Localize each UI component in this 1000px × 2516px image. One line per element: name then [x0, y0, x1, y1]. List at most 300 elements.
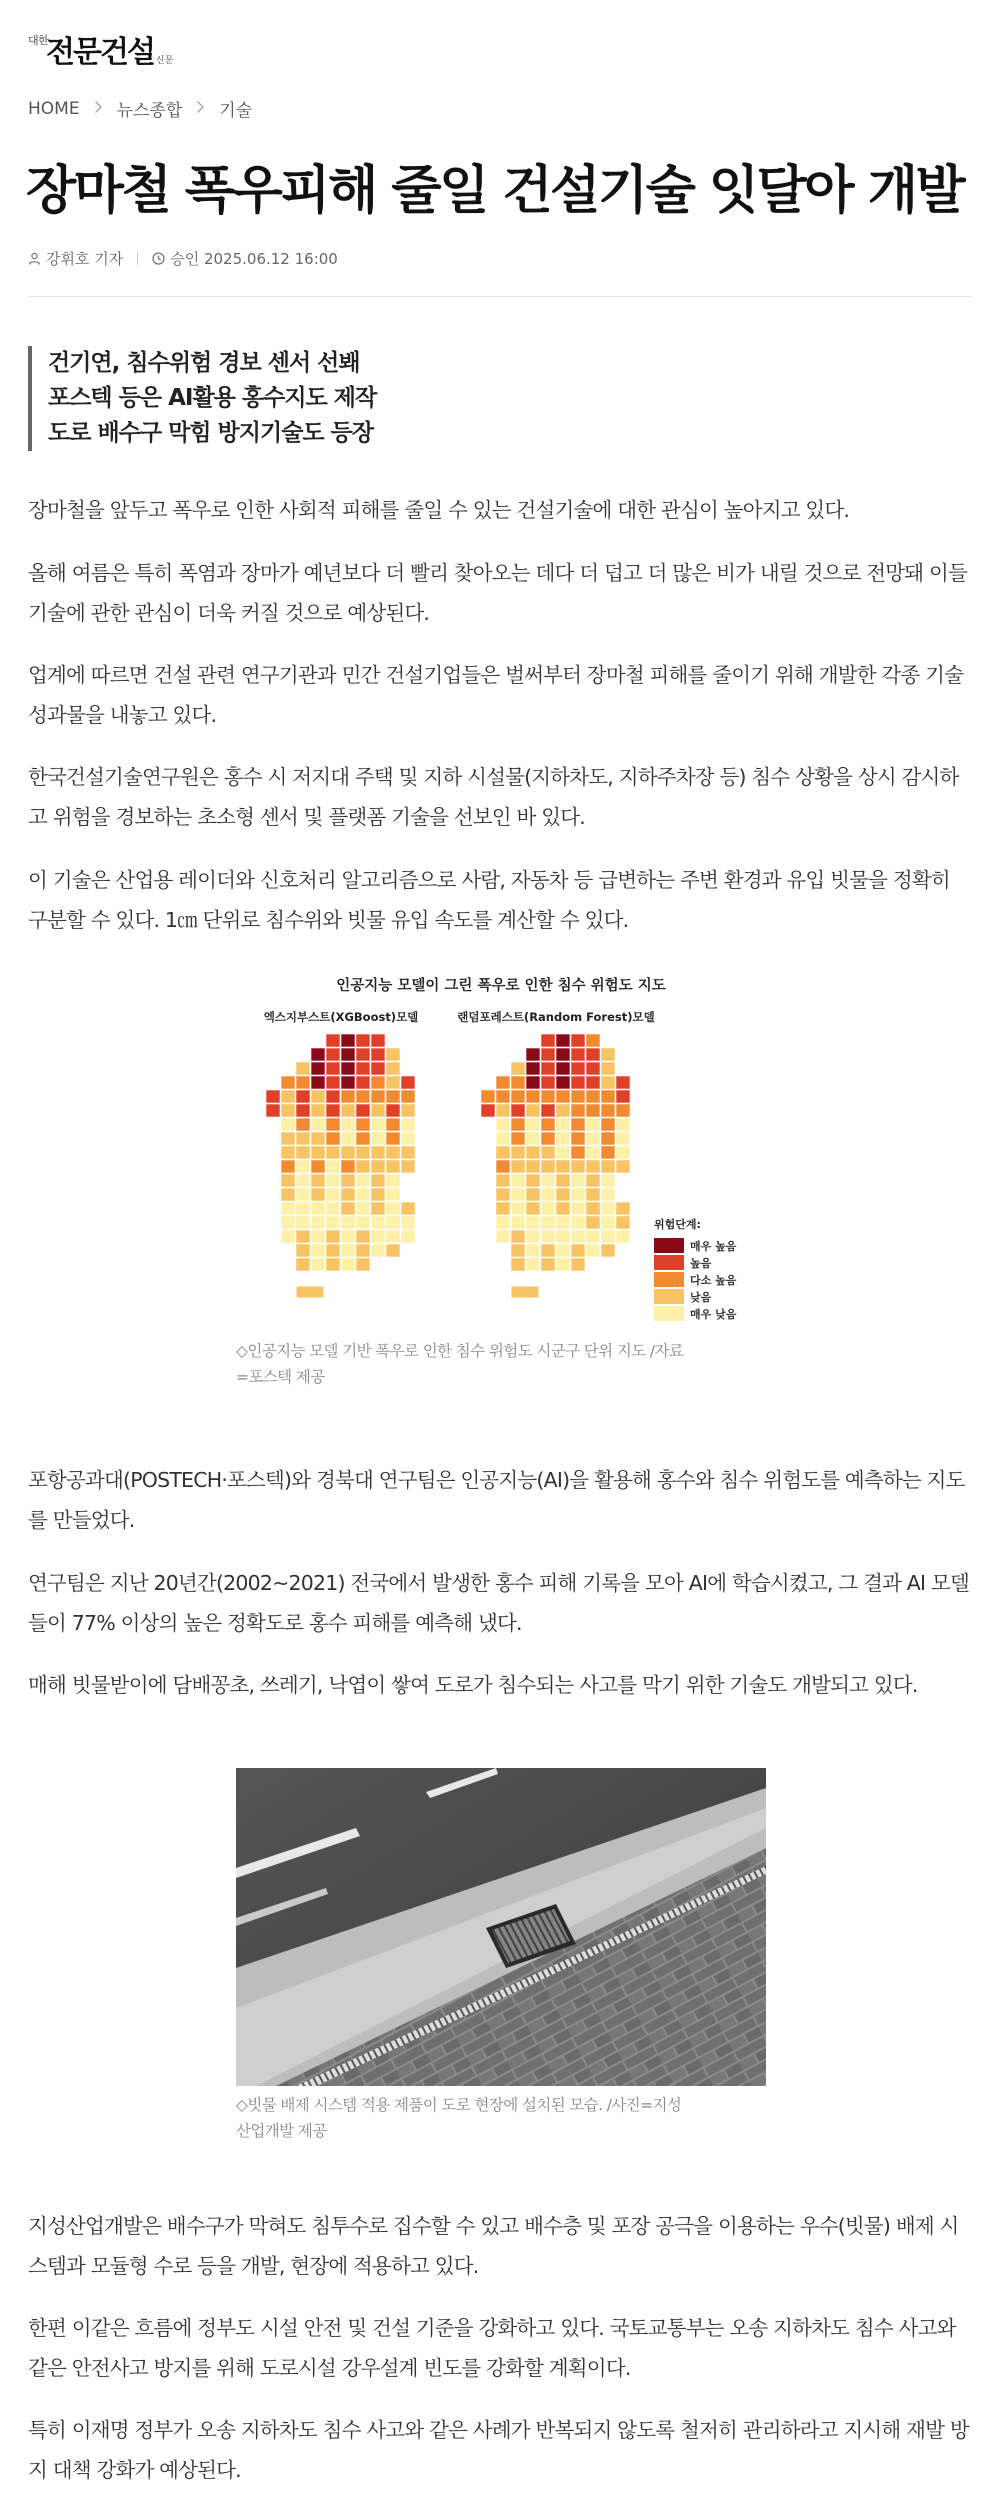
figure-caption — [236, 1338, 766, 1390]
chevron-right-icon — [196, 99, 205, 118]
map-tile — [341, 1258, 355, 1271]
map-tile — [616, 1076, 630, 1089]
map-tile — [371, 1202, 385, 1215]
author-info — [28, 248, 123, 269]
breadcrumb-home-link[interactable]: HOME — [28, 98, 80, 119]
map-tile — [371, 1118, 385, 1131]
map-tile — [511, 1188, 525, 1201]
map-tile — [326, 1230, 340, 1243]
map-tile — [496, 1160, 510, 1173]
map-tile — [326, 1062, 340, 1075]
map-tile — [616, 1160, 630, 1173]
map-tile — [526, 1258, 540, 1271]
map-tile — [341, 1174, 355, 1187]
map-tile — [386, 1076, 400, 1089]
map-tile — [541, 1216, 555, 1229]
map-tile — [296, 1146, 310, 1159]
map-tile — [556, 1216, 570, 1229]
xgboost-map — [266, 1034, 415, 1298]
map-tile — [571, 1230, 585, 1243]
map-tile — [556, 1034, 570, 1047]
map-tile — [371, 1146, 385, 1159]
map-tile — [386, 1244, 400, 1257]
map-tile — [281, 1160, 295, 1173]
map-tile — [371, 1244, 385, 1257]
flood-risk-map-figure — [236, 966, 766, 1390]
map-tile — [511, 1090, 525, 1103]
map-tile — [571, 1244, 585, 1257]
map-tile — [511, 1062, 525, 1075]
map-tile — [586, 1230, 600, 1243]
map-tile — [341, 1216, 355, 1229]
map-tile — [311, 1216, 325, 1229]
map-tile — [401, 1076, 415, 1089]
article-paragraph: 지성산업개발은 배수구가 막혀도 침투수로 집수할 수 있고 배수층 및 포장 공극을 이용하는 우수(빗물) 배제 시스템과 모듈형 수로 등을 개발, 현장에 적용하고 있다. — [28, 2214, 959, 2278]
person-icon — [28, 252, 41, 265]
map-tile — [341, 1104, 355, 1117]
caption-line: ◇인공지능 모델 기반 폭우로 인한 침수 위험도 시군구 단위 지도 /자료 — [236, 1342, 684, 1360]
map-tile — [296, 1244, 310, 1257]
breadcrumb-category-link[interactable]: 기술 — [219, 101, 253, 121]
map-tile — [386, 1090, 400, 1103]
map-tile — [281, 1146, 295, 1159]
map-tile — [586, 1202, 600, 1215]
map-tile — [356, 1174, 370, 1187]
map-tile — [571, 1062, 585, 1075]
map-tile — [386, 1062, 400, 1075]
map-tile — [386, 1216, 400, 1229]
map-tile — [296, 1230, 310, 1243]
map-tile — [341, 1132, 355, 1145]
map-tile — [541, 1146, 555, 1159]
legend-label: 낮음 — [690, 1291, 712, 1304]
map-tile — [496, 1146, 510, 1159]
article-paragraph: 연구팀은 지난 20년간(2002~2021) 전국에서 발생한 홍수 피해 기록을 모아 AI에 학습시켰고, 그 결과 AI 모델들이 77% 이상의 높은 정확도로 홍수 피해를 예측해 냈다. — [28, 1571, 969, 1635]
map-tile — [616, 1132, 630, 1145]
map-tile — [511, 1230, 525, 1243]
map-tile — [311, 1258, 325, 1271]
map-tile — [401, 1216, 415, 1229]
map-tile — [311, 1076, 325, 1089]
map-tile — [586, 1188, 600, 1201]
map-tile — [601, 1076, 615, 1089]
map-tile — [526, 1160, 540, 1173]
map-tile — [356, 1258, 370, 1271]
map-tile — [601, 1146, 615, 1159]
map-tile — [586, 1216, 600, 1229]
map-tile — [601, 1118, 615, 1131]
map-tile — [496, 1132, 510, 1145]
map-tile — [526, 1062, 540, 1075]
map-tile — [386, 1202, 400, 1215]
map-tile — [541, 1160, 555, 1173]
map-title: 인공지능 모델이 그린 폭우로 인한 침수 위험도 지도 — [336, 978, 666, 994]
map-tile — [556, 1230, 570, 1243]
map-tile — [571, 1258, 585, 1271]
legend-label: 매우 낮음 — [690, 1308, 737, 1321]
map-tile — [401, 1090, 415, 1103]
map-tile — [616, 1104, 630, 1117]
map-tile — [341, 1160, 355, 1173]
breadcrumb-section-link[interactable]: 뉴스종합 — [116, 101, 183, 121]
map-tile — [326, 1188, 340, 1201]
map-tile — [311, 1062, 325, 1075]
legend-title: 위험단계: — [654, 1218, 701, 1231]
map-tile — [541, 1188, 555, 1201]
map-tile — [496, 1174, 510, 1187]
map-tile — [541, 1034, 555, 1047]
map-tile — [326, 1104, 340, 1117]
map-tile — [326, 1118, 340, 1131]
legend-swatch — [654, 1289, 684, 1304]
map-tile — [296, 1104, 310, 1117]
map-tile — [371, 1216, 385, 1229]
map-tile — [311, 1202, 325, 1215]
article-paragraph: 포항공과대(POSTECH·포스텍)와 경북대 연구팀은 인공지능(AI)을 활용해 홍수와 침수 위험도를 예측하는 지도를 만들었다. — [28, 1468, 965, 1532]
author-name[interactable]: 강휘호 기자 — [46, 250, 124, 268]
map-tile — [296, 1160, 310, 1173]
map-tile — [511, 1146, 525, 1159]
article-meta — [28, 248, 338, 269]
map-tile — [281, 1216, 295, 1229]
map-tile — [526, 1216, 540, 1229]
map-tile — [326, 1258, 340, 1271]
map-tile — [371, 1048, 385, 1061]
map-left-label: 엑스지부스트(XGBoost)모델 — [263, 1010, 419, 1024]
map-tile — [586, 1160, 600, 1173]
map-tile — [511, 1118, 525, 1131]
map-tile — [496, 1202, 510, 1215]
map-tile — [356, 1076, 370, 1089]
map-tile — [311, 1160, 325, 1173]
map-tile — [356, 1104, 370, 1117]
map-tile — [526, 1174, 540, 1187]
map-tile — [326, 1160, 340, 1173]
summary-line: 포스텍 등은 AI활용 홍수지도 제작 — [48, 385, 377, 411]
map-tile — [556, 1146, 570, 1159]
map-tile — [586, 1090, 600, 1103]
map-tile — [371, 1090, 385, 1103]
map-tile — [511, 1076, 525, 1089]
map-tile — [571, 1104, 585, 1117]
map-tile — [541, 1062, 555, 1075]
map-tile — [496, 1216, 510, 1229]
map-tile — [571, 1090, 585, 1103]
chevron-right-icon — [94, 99, 103, 118]
map-tile — [526, 1090, 540, 1103]
map-tile — [511, 1202, 525, 1215]
map-tile — [556, 1258, 570, 1271]
caption-line: ◇빗물 배제 시스템 적용 제품이 도로 현장에 설치된 모습. /사진=지성 — [236, 2096, 682, 2114]
map-tile — [541, 1090, 555, 1103]
map-tile — [511, 1160, 525, 1173]
map-tile — [356, 1216, 370, 1229]
map-tile — [556, 1090, 570, 1103]
map-tile — [541, 1048, 555, 1061]
map-tile — [371, 1160, 385, 1173]
map-tile — [341, 1244, 355, 1257]
map-tile — [601, 1244, 615, 1257]
map-tile — [356, 1160, 370, 1173]
map-tile — [586, 1118, 600, 1131]
legend-label: 다소 높음 — [690, 1274, 737, 1287]
header-divider — [28, 296, 972, 297]
map-tile — [556, 1132, 570, 1145]
article-paragraph: 장마철을 앞두고 폭우로 인한 사회적 피해를 줄일 수 있는 건설기술에 대한 관심이 높아지고 있다. — [28, 498, 850, 522]
map-tile — [541, 1230, 555, 1243]
map-tile — [511, 1174, 525, 1187]
map-tile — [356, 1132, 370, 1145]
map-tile — [371, 1230, 385, 1243]
map-tile — [586, 1076, 600, 1089]
map-tile — [341, 1090, 355, 1103]
caption-line: =포스텍 제공 — [236, 1368, 325, 1386]
map-tile — [481, 1090, 495, 1103]
map-tile — [296, 1118, 310, 1131]
map-tile — [601, 1104, 615, 1117]
map-tile — [281, 1202, 295, 1215]
map-tile — [326, 1146, 340, 1159]
map-tile — [326, 1090, 340, 1103]
logo-sub-text: 신문 — [155, 56, 174, 66]
map-tile — [371, 1062, 385, 1075]
map-tile — [496, 1188, 510, 1201]
map-tile — [356, 1062, 370, 1075]
map-tile — [266, 1104, 280, 1117]
article-title: 장마철 폭우피해 줄일 건설기술 잇달아 개발 — [26, 161, 964, 221]
map-tile — [371, 1034, 385, 1047]
map-tile — [326, 1132, 340, 1145]
map-tile — [371, 1104, 385, 1117]
map-tile — [326, 1202, 340, 1215]
map-tile — [266, 1090, 280, 1103]
map-tile — [401, 1132, 415, 1145]
map-tile — [341, 1062, 355, 1075]
meta-divider — [137, 252, 138, 265]
map-tile — [296, 1076, 310, 1089]
map-tile — [326, 1174, 340, 1187]
map-tile — [541, 1118, 555, 1131]
map-tile — [401, 1118, 415, 1131]
map-tile — [526, 1132, 540, 1145]
map-tile — [356, 1118, 370, 1131]
map-tile — [481, 1104, 495, 1117]
map-tile — [496, 1076, 510, 1089]
map-tile — [281, 1188, 295, 1201]
map-tile — [326, 1244, 340, 1257]
map-tile — [281, 1132, 295, 1145]
map-tile — [556, 1188, 570, 1201]
breadcrumb — [28, 96, 252, 121]
legend-label: 매우 높음 — [690, 1240, 737, 1253]
map-tile — [341, 1034, 355, 1047]
map-tile — [556, 1076, 570, 1089]
map-tile — [586, 1062, 600, 1075]
map-tile — [556, 1104, 570, 1117]
map-tile — [496, 1230, 510, 1243]
map-tile — [571, 1216, 585, 1229]
map-tile — [616, 1216, 630, 1229]
map-tile — [601, 1174, 615, 1187]
map-tile — [371, 1076, 385, 1089]
map-tile — [356, 1188, 370, 1201]
map-tile — [281, 1230, 295, 1243]
map-tile — [281, 1090, 295, 1103]
map-tile — [571, 1076, 585, 1089]
map-tile — [311, 1132, 325, 1145]
map-tile — [571, 1202, 585, 1215]
map-tile — [386, 1188, 400, 1201]
article-summary — [28, 346, 376, 451]
map-tile — [401, 1146, 415, 1159]
map-tile — [341, 1230, 355, 1243]
map-tile — [601, 1062, 615, 1075]
map-tile — [616, 1146, 630, 1159]
map-tile — [541, 1104, 555, 1117]
map-tile — [401, 1160, 415, 1173]
map-tile — [311, 1104, 325, 1117]
map-tile — [511, 1132, 525, 1145]
map-tile — [326, 1034, 340, 1047]
legend-swatch — [654, 1272, 684, 1287]
map-tile — [296, 1202, 310, 1215]
map-tile — [401, 1230, 415, 1243]
map-tile — [511, 1258, 525, 1271]
map-tile — [296, 1174, 310, 1187]
map-tile — [601, 1188, 615, 1201]
map-tile — [311, 1146, 325, 1159]
map-tile — [601, 1216, 615, 1229]
map-tile — [341, 1076, 355, 1089]
map-tile — [401, 1104, 415, 1117]
map-tile — [281, 1118, 295, 1131]
article-paragraph: 특히 이재명 정부가 오송 지하차도 침수 사고와 같은 사례가 반복되지 않도록 철저히 관리하라고 지시해 재발 방지 대책 강화가 예상된다. — [28, 2418, 969, 2482]
map-tile — [511, 1286, 539, 1298]
map-tile — [386, 1132, 400, 1145]
legend-swatch — [654, 1255, 684, 1270]
map-tile — [356, 1146, 370, 1159]
map-tile — [386, 1118, 400, 1131]
article-paragraph: 업계에 따르면 건설 관련 연구기관과 민간 건설기업들은 벌써부터 장마철 피해를 줄이기 위해 개발한 각종 기술 성과물을 내놓고 있다. — [28, 663, 964, 727]
map-tile — [586, 1104, 600, 1117]
map-right-label: 랜덤포레스트(Random Forest)모델 — [457, 1010, 655, 1024]
map-tile — [356, 1230, 370, 1243]
map-tile — [296, 1132, 310, 1145]
map-tile — [296, 1216, 310, 1229]
article-paragraph: 이 기술은 산업용 레이더와 신호처리 알고리즘으로 사람, 자동차 등 급변하는 주변 환경과 유입 빗물을 정확히 구분할 수 있다. 1㎝ 단위로 침수위와 빗물 유입 속도를 계산할 수 있다. — [28, 868, 950, 932]
map-tile — [586, 1174, 600, 1187]
map-tile — [356, 1048, 370, 1061]
map-tile — [296, 1090, 310, 1103]
map-tile — [296, 1286, 324, 1298]
map-tile — [571, 1118, 585, 1131]
map-tile — [601, 1090, 615, 1103]
map-tile — [556, 1118, 570, 1131]
map-tile — [571, 1174, 585, 1187]
map-tile — [601, 1202, 615, 1215]
map-tile — [341, 1048, 355, 1061]
logo-small-text: 대한 — [28, 34, 49, 47]
map-tile — [496, 1090, 510, 1103]
map-tile — [296, 1258, 310, 1271]
map-tile — [601, 1048, 615, 1061]
map-tile — [541, 1244, 555, 1257]
map-tile — [616, 1230, 630, 1243]
map-tile — [356, 1244, 370, 1257]
map-tile — [556, 1244, 570, 1257]
map-tile — [571, 1034, 585, 1047]
publish-date: 승인 2025.06.12 16:00 — [170, 250, 338, 268]
site-logo[interactable] — [28, 34, 174, 70]
map-tile — [401, 1202, 415, 1215]
map-tile — [616, 1118, 630, 1131]
map-tile — [386, 1104, 400, 1117]
map-tile — [496, 1104, 510, 1117]
clock-icon — [152, 252, 165, 265]
map-tile — [526, 1118, 540, 1131]
article-paragraph: 한편 이같은 흐름에 정부도 시설 안전 및 건설 기준을 강화하고 있다. 국토교통부는 오송 지하차도 침수 사고와 같은 안전사고 방지를 위해 도로시설 강우설계 빈도를 강화할 계획이다. — [28, 2316, 956, 2380]
map-tile — [616, 1202, 630, 1215]
map-tile — [386, 1160, 400, 1173]
map-tile — [341, 1118, 355, 1131]
map-tile — [511, 1216, 525, 1229]
map-tile — [571, 1132, 585, 1145]
map-tile — [556, 1048, 570, 1061]
summary-line: 건기연, 침수위험 경보 센서 선봬 — [48, 350, 360, 376]
map-tile — [601, 1160, 615, 1173]
map-tile — [311, 1118, 325, 1131]
map-tile — [311, 1188, 325, 1201]
map-tile — [496, 1118, 510, 1131]
map-tile — [571, 1146, 585, 1159]
article-paragraph: 한국건설기술연구원은 홍수 시 저지대 주택 및 지하 시설물(지하차도, 지하주차장 등) 침수 상황을 상시 감시하고 위험을 경보하는 초소형 센서 및 플랫폼 기술을 선보인 바 있다. — [28, 765, 959, 829]
map-tile — [386, 1174, 400, 1187]
map-tile — [326, 1048, 340, 1061]
map-tile — [341, 1202, 355, 1215]
article-paragraph: 매해 빗물받이에 담배꽁초, 쓰레기, 낙엽이 쌓여 도로가 침수되는 사고를 막기 위한 기술도 개발되고 있다. — [28, 1673, 918, 1697]
map-tile — [541, 1132, 555, 1145]
map-tile — [586, 1146, 600, 1159]
map-tile — [556, 1062, 570, 1075]
map-tile — [616, 1090, 630, 1103]
map-tile — [311, 1090, 325, 1103]
legend-swatch — [654, 1306, 684, 1321]
map-tile — [556, 1202, 570, 1215]
map-tile — [556, 1174, 570, 1187]
map-tile — [311, 1244, 325, 1257]
map-tile — [541, 1174, 555, 1187]
map-tile — [586, 1132, 600, 1145]
drainage-photo-image — [236, 1768, 766, 2086]
map-tile — [526, 1202, 540, 1215]
map-tile — [311, 1048, 325, 1061]
map-tile — [571, 1188, 585, 1201]
map-tile — [571, 1160, 585, 1173]
legend-label: 높음 — [690, 1257, 712, 1270]
map-tile — [326, 1216, 340, 1229]
logo-main-text: 전문건설 — [46, 35, 154, 70]
map-tile — [526, 1048, 540, 1061]
map-tile — [296, 1062, 310, 1075]
summary-line: 도로 배수구 막힘 방지기술도 등장 — [48, 420, 374, 446]
map-tile — [281, 1174, 295, 1187]
figure-caption — [236, 2092, 766, 2144]
article-paragraph: 올해 여름은 특히 폭염과 장마가 예년보다 더 빨리 찾아오는 데다 더 덥고 더 많은 비가 내릴 것으로 전망돼 이들 기술에 관한 관심이 더욱 커질 것으로 예상된다. — [28, 561, 968, 625]
legend-swatch — [654, 1238, 684, 1253]
map-tile — [526, 1244, 540, 1257]
map-tile — [526, 1076, 540, 1089]
map-tile — [586, 1048, 600, 1061]
